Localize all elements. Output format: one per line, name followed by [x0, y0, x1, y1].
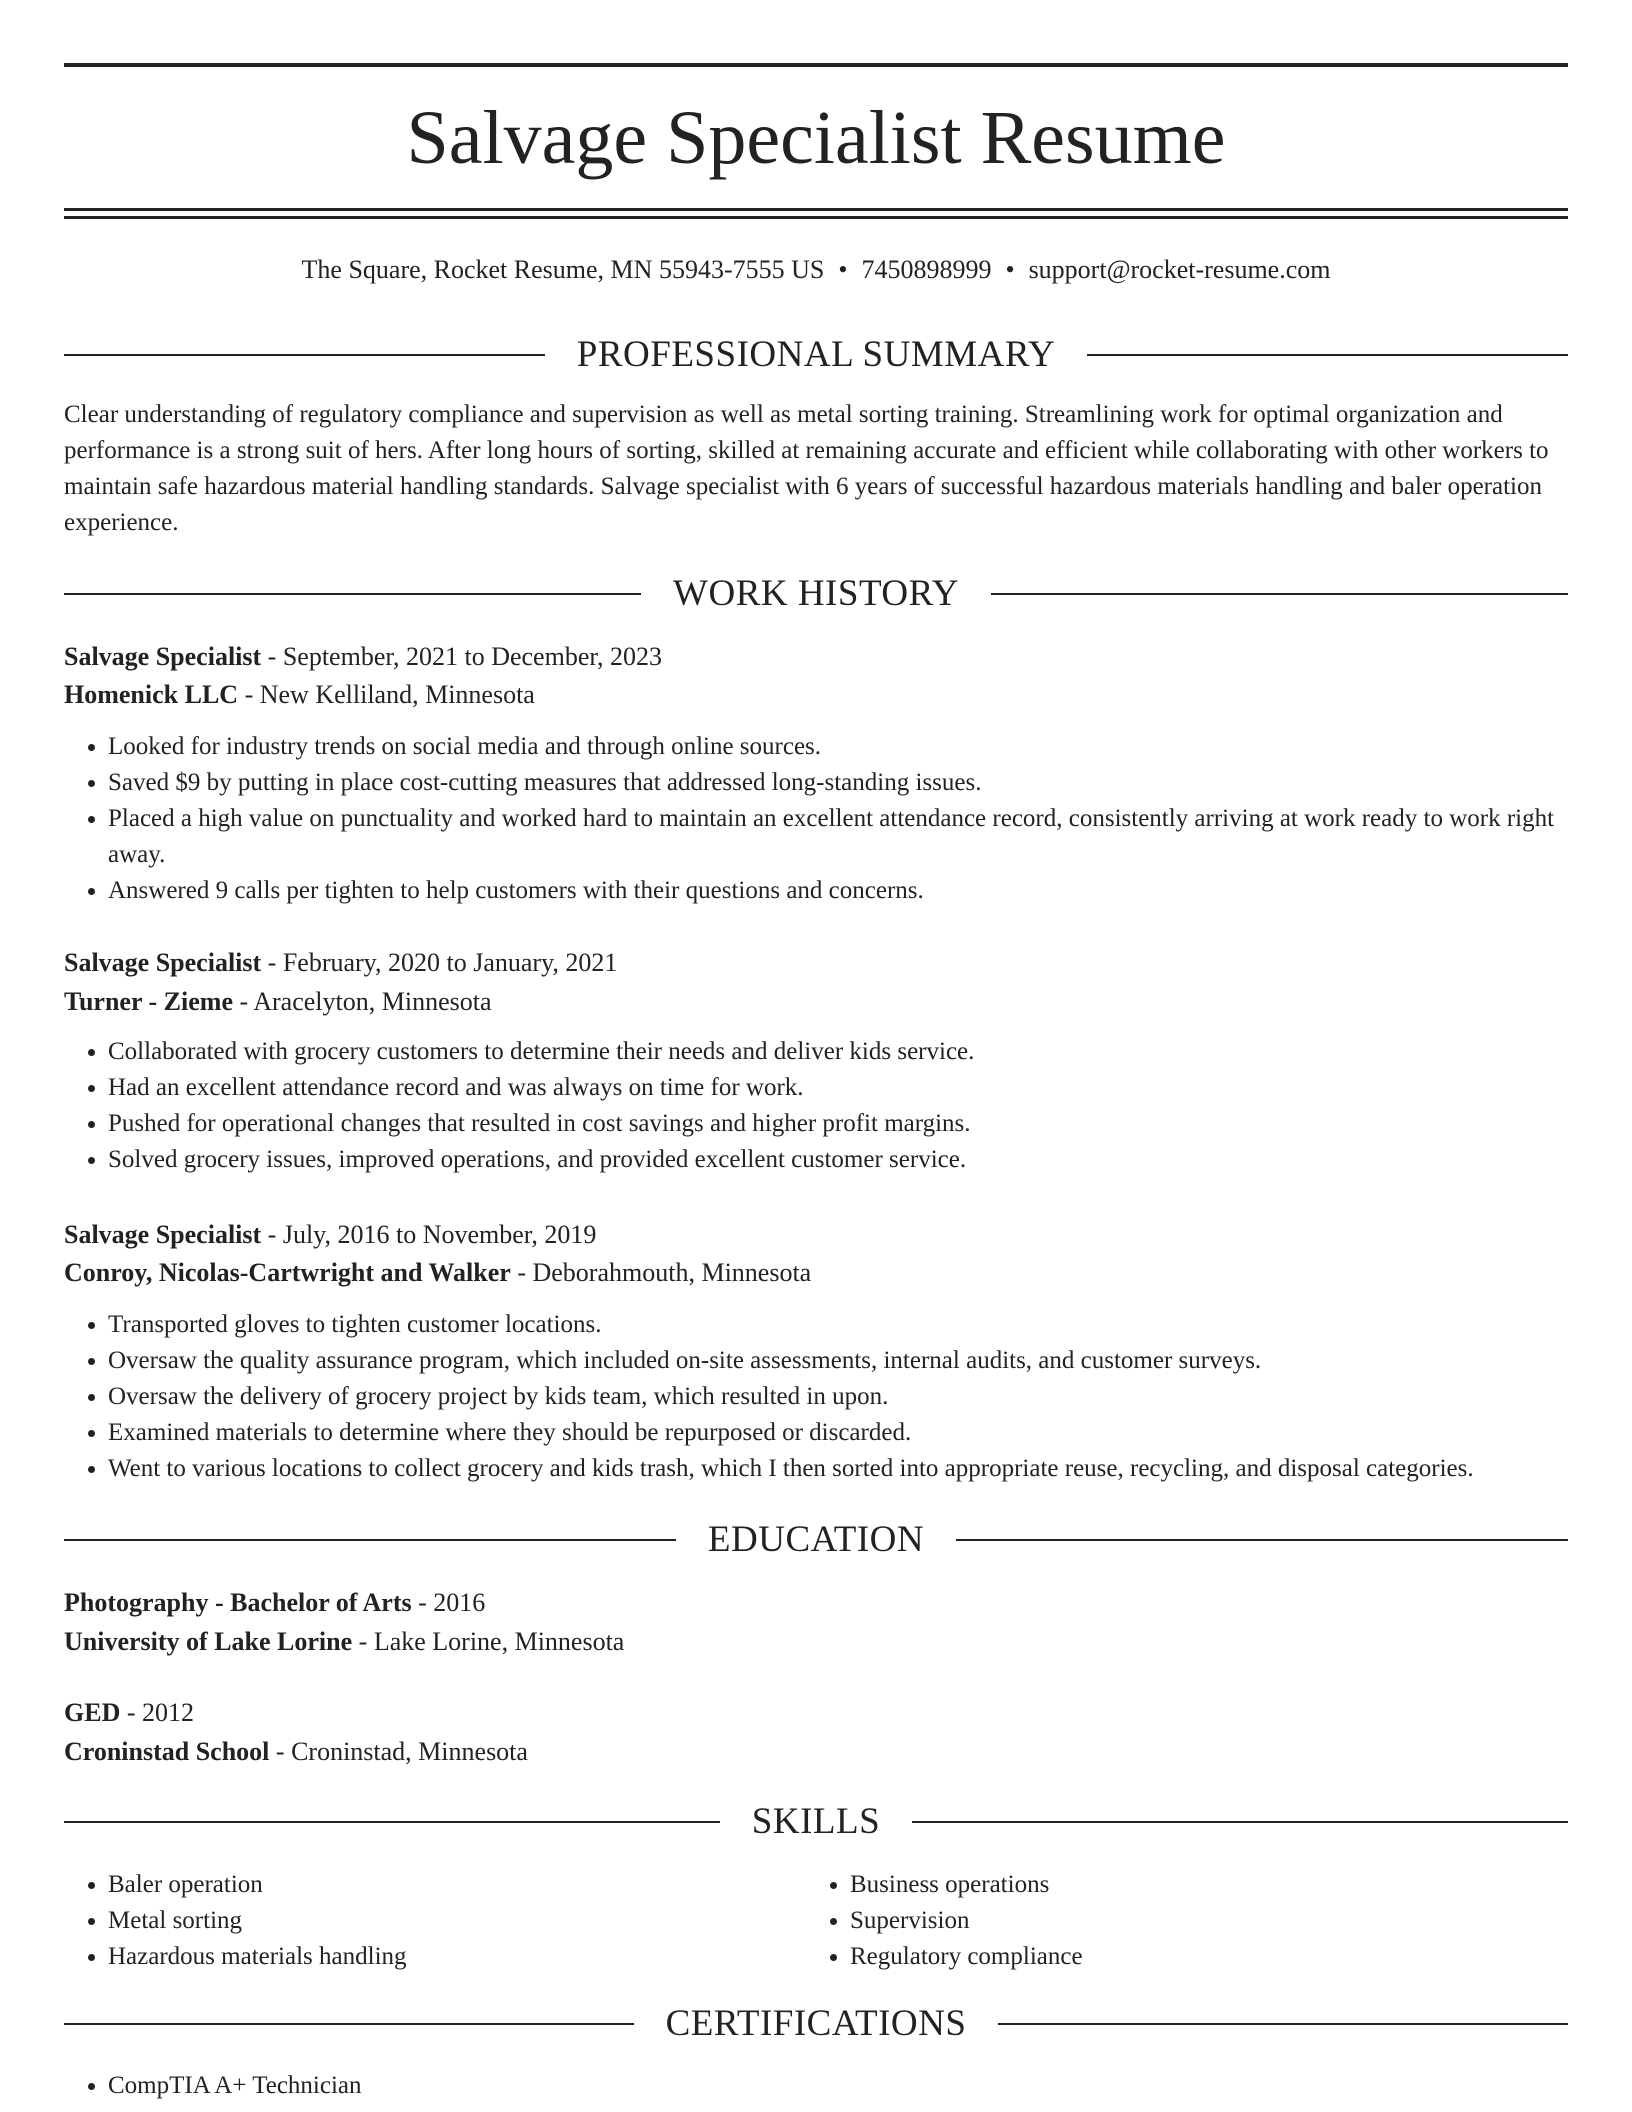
job-bullets [64, 1307, 1612, 1487]
contact-separator: • [838, 255, 848, 284]
job-bullets [64, 1034, 1612, 1178]
summary-text: Clear understanding of regulatory compliance and supervision as well as metal sorting training. Streamlining work for optimal organization and performance is a strong suit of hers. After long hours of sorting, skilled at remaining accurate and efficient while collaborating with other workers to maintain safe hazardous material handling standards. Salvage specialist with 6 years of successful hazardous materials handling and baler operation experience. [64, 401, 1549, 536]
section-header-summary [64, 332, 1568, 378]
contact-address: The Square, Rocket Resume, MN 55943-7555 US [301, 255, 825, 284]
job-company-line [64, 984, 1568, 1020]
list-item: • Solved grocery issues, improved operations, and provided excellent customer service. [108, 1142, 1612, 1178]
job-company: Homenick LLC [64, 680, 239, 709]
list-item: • Oversaw the quality assurance program, which included on-site assessments, internal audits, and customer surveys. [108, 1343, 1612, 1379]
skill-item: • Baler operation [108, 1867, 808, 1903]
skill-item: • Metal sorting [108, 1903, 808, 1939]
skill-item: • Regulatory compliance [850, 1939, 1550, 1975]
education-degree: GED [64, 1698, 121, 1727]
list-item: • Examined materials to determine where they should be repurposed or discarded. [108, 1415, 1612, 1451]
education-school: Croninstad School [64, 1737, 270, 1766]
job-location: - Deborahmouth, Minnesota [510, 1258, 812, 1287]
certification-item: • CompTIA A+ Technician [108, 2068, 1612, 2104]
list-item: • Pushed for operational changes that resulted in cost savings and higher profit margins. [108, 1106, 1612, 1142]
skill-item: • Hazardous materials handling [108, 1939, 808, 1975]
skills-list-left [64, 1867, 808, 1975]
section-title: CERTIFICATIONS [665, 2003, 967, 2044]
job-dates: - September, 2021 to December, 2023 [261, 642, 662, 671]
skill-item: • Business operations [850, 1867, 1550, 1903]
job-title: Salvage Specialist [64, 948, 262, 977]
list-item: • Had an excellent attendance record and was always on time for work. [108, 1070, 1612, 1106]
title-rule-lower [64, 216, 1568, 219]
section-header-education [64, 1517, 1568, 1563]
resume-title: Salvage Specialist Resume [406, 96, 1226, 180]
section-title: WORK HISTORY [673, 573, 959, 614]
section-title: SKILLS [751, 1801, 881, 1842]
contact-phone: 7450898999 [861, 255, 992, 284]
section-header-skills [64, 1799, 1568, 1845]
education-year: - 2016 [411, 1588, 486, 1617]
education-degree: Photography - Bachelor of Arts [64, 1588, 412, 1617]
list-item: • Oversaw the delivery of grocery project by kids team, which resulted in upon. [108, 1379, 1612, 1415]
education-school-line [64, 1734, 1568, 1770]
list-item: • Transported gloves to tighten customer locations. [108, 1307, 1612, 1343]
job-dates: - February, 2020 to January, 2021 [261, 948, 618, 977]
list-item: • Placed a high value on punctuality and worked hard to maintain an excellent attendance record, consistently arriving at work ready to work right away. [108, 801, 1612, 873]
job-title-line [64, 639, 1568, 675]
skill-item: • Supervision [850, 1903, 1550, 1939]
job-company-line [64, 677, 1568, 713]
section-header-work [64, 571, 1568, 617]
section-header-certifications [64, 2001, 1568, 2047]
job-title-line [64, 945, 1568, 981]
section-title: PROFESSIONAL SUMMARY [576, 334, 1056, 375]
contact-email: support@rocket-resume.com [1028, 255, 1331, 284]
list-item: • Went to various locations to collect grocery and kids trash, which I then sorted into appropriate reuse, recycling, and disposal categories. [108, 1451, 1612, 1487]
education-school-line [64, 1624, 1568, 1660]
education-year: - 2012 [120, 1698, 195, 1727]
top-rule [64, 63, 1568, 67]
job-title: Salvage Specialist [64, 642, 262, 671]
contact-separator: • [1005, 255, 1015, 284]
list-item: • Answered 9 calls per tighten to help customers with their questions and concerns. [108, 873, 1612, 909]
education-degree-line [64, 1585, 1568, 1621]
list-item: • Looked for industry trends on social media and through online sources. [108, 729, 1612, 765]
job-location: - Aracelyton, Minnesota [233, 987, 492, 1016]
list-item: • Collaborated with grocery customers to determine their needs and deliver kids service. [108, 1034, 1612, 1070]
education-school: University of Lake Lorine [64, 1627, 353, 1656]
job-bullets [64, 729, 1612, 909]
contact-line [64, 252, 1568, 288]
job-title-line [64, 1217, 1568, 1253]
job-title: Salvage Specialist [64, 1220, 262, 1249]
education-location: - Croninstad, Minnesota [269, 1737, 528, 1766]
skills-list-right [806, 1867, 1550, 1975]
job-company: Turner - Zieme [64, 987, 233, 1016]
job-location: - New Kelliland, Minnesota [238, 680, 535, 709]
job-company: Conroy, Nicolas-Cartwright and Walker [64, 1258, 511, 1287]
education-degree-line [64, 1695, 1568, 1731]
job-dates: - July, 2016 to November, 2019 [261, 1220, 597, 1249]
title-rule-upper [64, 208, 1568, 211]
job-company-line [64, 1255, 1568, 1291]
list-item: • Saved $9 by putting in place cost-cutting measures that addressed long-standing issues. [108, 765, 1612, 801]
section-title: EDUCATION [707, 1519, 925, 1560]
certifications-list [64, 2068, 1612, 2104]
education-location: - Lake Lorine, Minnesota [352, 1627, 625, 1656]
